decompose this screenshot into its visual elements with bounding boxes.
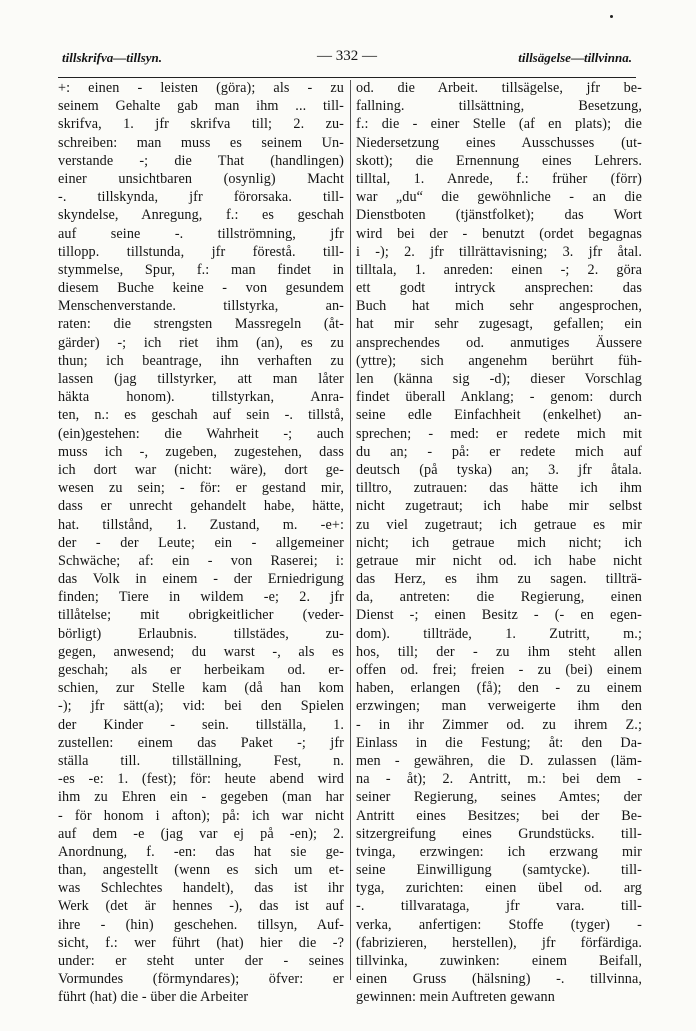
text-line: einer unsichtbaren (osynlig) Macht <box>58 170 344 187</box>
text-line: hat mir sehr zugesagt, gefallen; ein <box>356 316 642 333</box>
header-rule <box>58 77 636 78</box>
text-line: getraue mir nicht od. ich habe nicht <box>356 552 642 569</box>
text-line: war „du“ die gewöhnliche - an die <box>356 189 642 206</box>
text-line: od. die Arbeit. tillsägelse, jfr be- <box>356 80 642 96</box>
text-line: tilltala, 1. anreden: einen -; 2. göra <box>356 261 642 278</box>
text-line: (ein)gestehen: die Wahrheit -; auch <box>58 425 344 442</box>
text-line: -es -e: 1. (fest); för: heute abend wird <box>58 771 344 788</box>
text-line: Einlass in die Festung; åt: den Da- <box>356 734 642 751</box>
text-line: skyndelse, Anregung, f.: es geschah <box>58 207 344 224</box>
text-line: - för honom i afton); på: ich war nicht <box>58 807 344 824</box>
text-line: haben, erlangen (få); den - zu einem <box>356 680 642 697</box>
text-line: seinem Gehalte gab man ihm ... till- <box>58 98 344 115</box>
text-line: diesem Buche keine - von gesundem <box>58 280 344 297</box>
text-line: finden; Tiere in wildem -e; 2. jfr <box>58 589 344 606</box>
text-line: erzwingen; man verweigerte ihm den <box>356 698 642 715</box>
text-line: offen od. frei; freien - zu (bei) einem <box>356 662 642 678</box>
text-line: tillvinka, zuwinken: einem Beifall, <box>356 953 642 969</box>
text-line: Menschenverstande. tillstyrka, an- <box>58 298 344 315</box>
text-line: schreiben: man muss es seinem Un- <box>58 134 344 151</box>
text-line: tilltro, zutrauen: das hätte ich ihm <box>356 480 642 497</box>
header-left-guideword: tillskrifva—tillsyn. <box>62 50 163 65</box>
text-line: Buch hat mich sehr angesprochen, <box>356 298 642 315</box>
text-line: Anordnung, f. -en: das hat sie ge- <box>58 843 344 860</box>
text-line: thun; ich beantrage, ihn verhaften zu <box>58 352 344 369</box>
text-line: schien, zur Stelle kam (då han kom <box>58 680 344 697</box>
text-line: gewinnen: mein Auftreten gewann <box>356 989 555 1006</box>
text-line: Werk (det är hennes -), das ist auf <box>58 898 344 915</box>
text-line: geschah; als er herbeikam od. er- <box>58 662 344 678</box>
text-line: auf dem -e (jag var ej på -en); 2. <box>58 825 344 842</box>
text-line: Dienst -; einen Besitz - (- en egen- <box>356 607 642 624</box>
text-line: skott); die Ernennung eines Lehrers. <box>356 152 642 169</box>
text-line: len (känna sig -d); dieser Vorschlag <box>356 371 642 387</box>
text-line: Vormundes (förmyndares); öfver: er <box>58 971 344 988</box>
text-line: sitzergreifung eines Grundstücks. till- <box>356 825 642 842</box>
text-line: -. tillskynda, jfr förorsaka. till- <box>58 189 344 206</box>
text-line: fallning. tillsättning, Besetzung, <box>356 98 642 115</box>
text-line: -. tillvaratagа, jfr vara. till- <box>356 898 642 915</box>
text-line: stymmelse, Spur, f.: man findet in <box>58 261 344 278</box>
text-line: lassen (jag tillstyrker, att man låter <box>58 371 344 387</box>
text-line: skrifva, 1. jfr skrifva till; 2. zu- <box>58 116 344 133</box>
text-line: -); jfr sätt(a); vid: bei den Spielen <box>58 698 344 715</box>
text-line: muss ich -, zugeben, zugestehen, dass <box>58 443 344 460</box>
text-line: Antritt eines Besitzes; bei der Be- <box>356 807 642 824</box>
text-line: men - gewähren, die D. zulassen (läm- <box>356 752 642 769</box>
text-line: auf seine -. tillströmning, jfr <box>58 225 344 242</box>
text-line: du an; - på: er redete mich auf <box>356 443 642 460</box>
right-column <box>356 79 642 1006</box>
text-line: verka, anfertigen: Stoffe (tyger) - <box>356 916 642 933</box>
text-line: hos, till; der - zu ihm steht allen <box>356 643 642 660</box>
text-line: einen Gruss (hälsning) -. tillvinna, <box>356 971 642 988</box>
text-line: sprechen; - med: er redete mich mit <box>356 425 642 442</box>
text-line: börligt) Erlaubnis. tillstädes, zu- <box>58 625 344 642</box>
text-line: das Volk in einem - der Erniedrigung <box>58 571 344 588</box>
text-line: ansprechendes od. anmutiges Äussere <box>356 334 642 351</box>
text-line: das Herz, es ihm zu sagen. tillträ- <box>356 571 642 588</box>
text-line: tilltal, 1. Anrede, f.: früher (förr) <box>356 170 642 187</box>
text-line: zustellen: einem das Paket -; jfr <box>58 734 344 751</box>
text-line: - in ihr Zimmer od. zu ihrem Z.; <box>356 716 642 733</box>
text-line: (fabrizieren, herstellen), jfr förfärdiga. <box>356 934 642 951</box>
text-line: zu viel zugetraut; ich getraue es mir <box>356 516 642 533</box>
text-line: ten, n.: es geschah auf sein -. tillstå, <box>58 407 344 424</box>
text-line: wird bei der - benutzt (ordet begagnas <box>356 225 642 242</box>
text-line: tillåtelse; mit obrigkeitlicher (veder- <box>58 607 344 624</box>
left-column <box>58 79 344 1006</box>
text-line: da, antreten: die Regierung, einen <box>356 589 642 606</box>
text-line: ihm zu Ehren ein - gegeben (man har <box>58 789 344 806</box>
page-number: — 332 — <box>317 48 377 64</box>
text-line: gärder) -; ich riet ihm (an), es zu <box>58 334 344 351</box>
header-right-guideword: tillsägelse—tillvinna. <box>518 50 632 65</box>
text-line: na - åt); 2. Antritt, m.: bei dem - <box>356 771 642 788</box>
text-line: Dienstboten (tjänstfolket); das Wort <box>356 207 642 224</box>
text-line: tillopp. tillstunda, jfr förestå. till- <box>58 243 344 260</box>
text-line: tyga, zurichten: einen übel od. arg <box>356 880 642 897</box>
text-line: ett godt intryck ansprechen: das <box>356 280 642 297</box>
text-line: was Schlechtes handelt), das ist ihr <box>58 880 344 897</box>
text-line: tvinga, erzwingen: ich erzwang mir <box>356 843 642 860</box>
text-line: hat. tillstånd, 1. Zustand, m. -e+: <box>58 516 344 533</box>
text-line: ich dort war (nicht: wäre), dort ge- <box>58 461 344 478</box>
text-line: Schwäche; af: ein - von Raserei; i: <box>58 552 344 569</box>
text-line: +: einen - leisten (göra); als - zu <box>58 80 344 96</box>
text-line: seine Einwilligung (samtycke). till- <box>356 862 642 879</box>
text-line: sicht, f.: wer führt (hat) hier die -? <box>58 934 344 951</box>
text-line: than, angestellt (wenn es sich um et- <box>58 862 344 879</box>
text-line: Niedersetzung eines Ausschusses (ut- <box>356 134 642 151</box>
text-line: häkta honom). tillstyrkan, Anra- <box>58 389 344 406</box>
text-line: der - der Leute; ein - allgemeiner <box>58 534 344 551</box>
text-line: raten: die strengsten Massregeln (åt- <box>58 316 344 333</box>
text-line: seiner Regierung, seines Amtes; der <box>356 789 642 806</box>
text-line: f.: die - einer Stelle (af en plats); die <box>356 116 642 133</box>
text-line: dass er unrecht gehandelt habe, hätte, <box>58 498 344 515</box>
text-line: dom). tillträde, 1. Zutritt, m.; <box>356 625 642 642</box>
text-line: (yttre); sich angenehm berührt füh- <box>356 352 642 369</box>
text-line: nicht zugetraut; ich habe mir selbst <box>356 498 642 515</box>
text-line: seine edle Einfachheit (enkelhet) an- <box>356 407 642 424</box>
text-line: ihre - (hin) geschehen. tillsyn, Auf- <box>58 916 344 933</box>
text-line: i -); 2. jfr tillrättavisning; 3. jfr åtal. <box>356 243 642 260</box>
text-line: findet überall Anklang; - genom: durch <box>356 389 642 406</box>
text-line: führt (hat) die - über die Arbeiter <box>58 989 249 1006</box>
speck-dot <box>610 15 613 18</box>
text-line: verstande -; die That (handlingen) <box>58 152 344 169</box>
text-line: deutsch (på tyska) an; 3. jfr åtala. <box>356 461 642 478</box>
page-header <box>58 48 636 70</box>
text-line: der Kinder - sein. tillställa, 1. <box>58 716 344 733</box>
text-line: gegen, anwesend; du warst -, als es <box>58 643 344 660</box>
text-line: wesen zu sein; - för: er gestand mir, <box>58 480 344 497</box>
column-divider <box>350 80 351 980</box>
text-line: ställa till. tillställning, Fest, n. <box>58 752 344 769</box>
text-line: nicht; ich getraue mich nicht; ich <box>356 534 642 551</box>
text-line: under: er steht unter der - seines <box>58 953 344 969</box>
